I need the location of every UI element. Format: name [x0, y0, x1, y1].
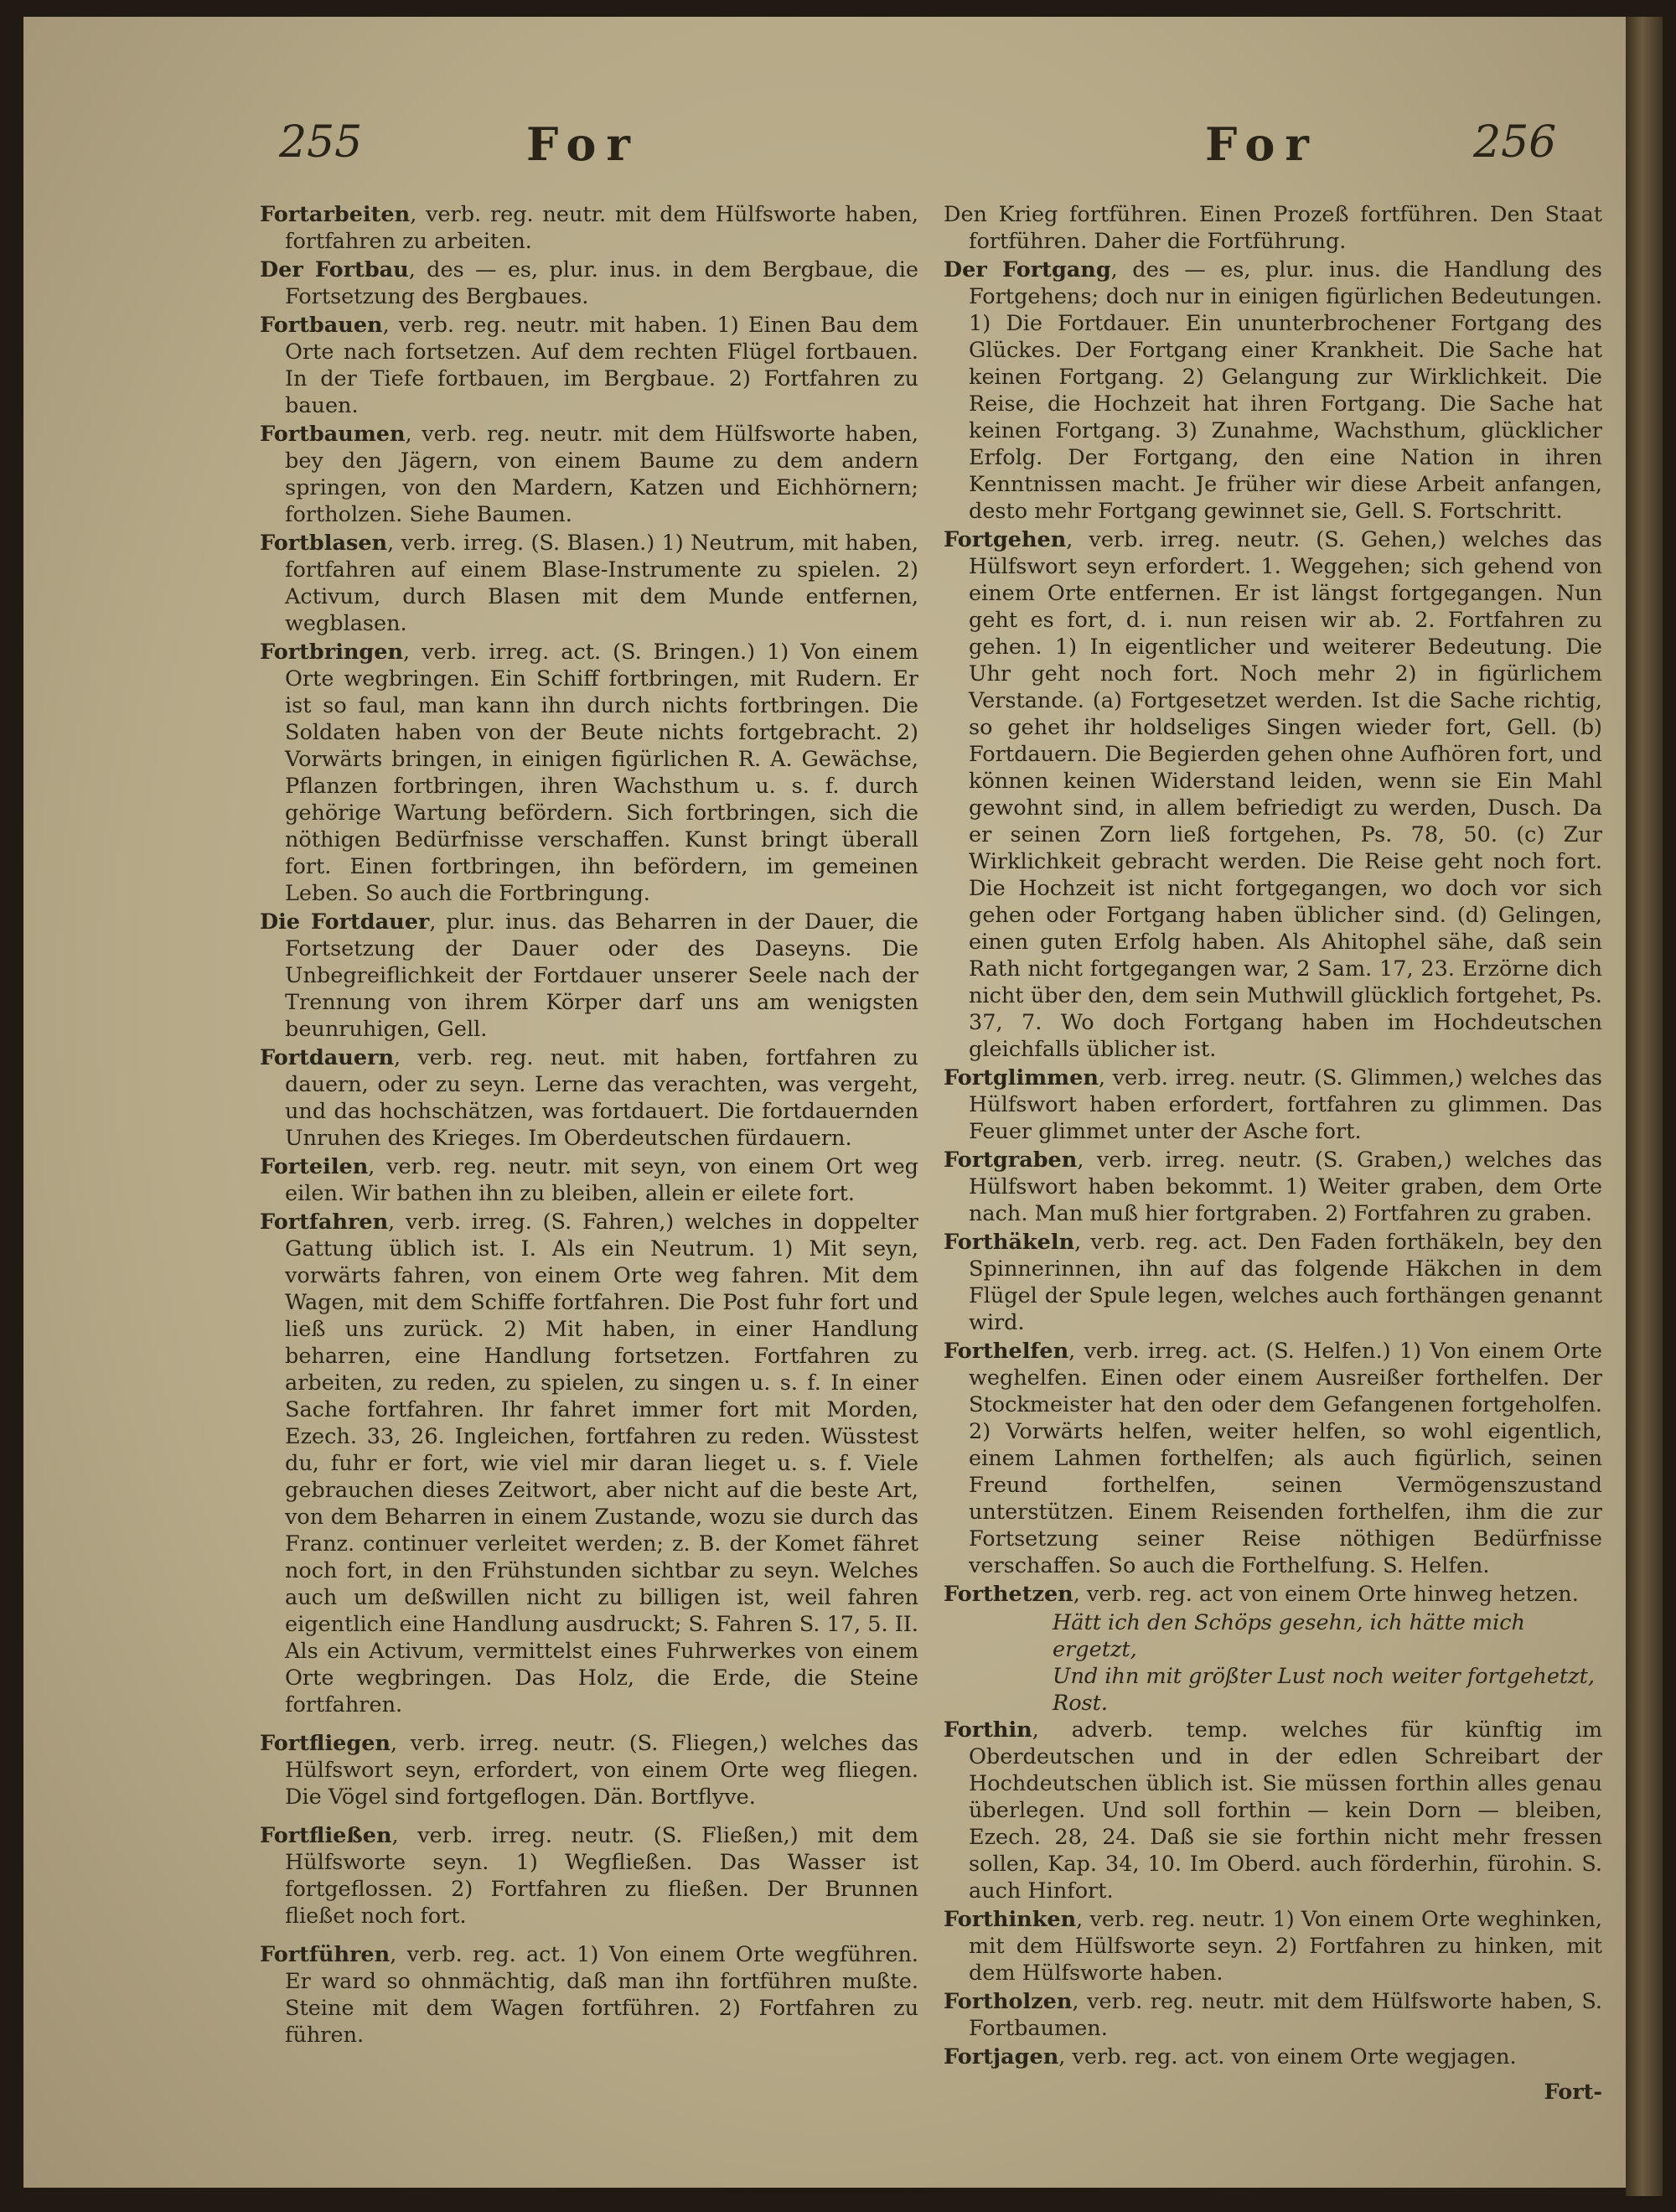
headword: Fortgraben	[944, 1147, 1078, 1173]
dictionary-entry	[260, 1153, 918, 1207]
right-page-number: 256	[1473, 117, 1557, 168]
verse-line: Hätt ich den Schöps gesehn, ich hätte mich ergetzt,	[1053, 1610, 1525, 1662]
dictionary-entry	[260, 1044, 918, 1152]
headword: Fortbringen	[260, 640, 404, 665]
entry-text: , adverb. temp. welches für künftig im Oberdeutschen und in der edlen Schreibart der Hochdeutschen üblich ist. Sie müssen forthin alles genau überlegen. Und soll forthin — kein Dorn — bleiben, Ezech. 28, 24. Daß sie sie forthin nicht mehr fressen sollen, Kap. 34, 10. Im Oberd. auch förderhin, fürohin. S. auch Hinfort.	[969, 1717, 1602, 1904]
entry-text: , verb. irreg. act. (S. Helfen.) 1) Von einem Orte weghelfen. Einen oder einem Ausreißer forthelfen. Der Stockmeister hat den oder dem Gefangenen fortgeholfen. 2) Vorwärts helfen, weiter helfen, so wohl eigentlich, einem Lahmen forthelfen; als auch figürlich, seinen Freund forthelfen, seinen Vermögenszustand unterstützen. Einem Reisenden forthelfen, ihm die zur Fortsetzung seiner Reise nöthigen Bedürfnisse verschaffen. So auch die Forthelfung. S. Helfen.	[969, 1339, 1602, 1578]
entry-text: , verb. reg. neutr. mit haben. 1) Einen Bau dem Orte nach fortsetzen. Auf dem rechten Flügel fortbauen. In der Tiefe fortbauen, im Bergbaue. 2) Fortfahren zu bauen.	[285, 313, 918, 418]
headword: Der Fortbau	[260, 257, 409, 282]
entry-text: , verb. reg. neutr. mit seyn, von einem Ort weg eilen. Wir bathen ihn zu bleiben, allein er eilete fort.	[285, 1154, 918, 1206]
entry-text: , verb. irreg. (S. Blasen.) 1) Neutrum, mit haben, fortfahren auf einem Blase-Instrumente zu spielen. 2) Activum, durch Blasen mit dem Munde entfernen, wegblasen.	[285, 531, 918, 636]
headword: Fortholzen	[944, 1989, 1073, 2014]
entry-text: , verb. irreg. neutr. (S. Gehen,) welches das Hülfswort seyn erfordert. 1. Weggehen; sich gehend von einem Orte entfernen. Er ist längst fortgegangen. Nun geht es fort, d. i. nun reisen wir ab. 2. Fortfahren zu gehen. 1) In eigentlicher und weiterer Bedeutung. Die Uhr geht noch fort. Noch mehr 2) in figürlichem Verstande. (a) Fortgesetzet werden. Ist die Sache richtig, so gehet ihr holdseliges Singen wieder fort, Gell. (b) Fortdauern. Die Begierden gehen ohne Aufhören fort, und können keinen Widerstand leiden, wenn sie Ein Mahl gewohnt sind, in allem befriedigt zu werden, Dusch. Da er seinen Zorn ließ fortgehen, Ps. 78, 50. (c) Zur Wirklichkeit gebracht werden. Die Reise geht noch fort. Die Hochzeit ist nicht fortgegangen, wo doch vor sich gehen oder Fortgang haben üblicher sind. (d) Gelingen, einen guten Erfolg haben. Als Ahitophel sähe, daß sein Rath nicht fortgegangen war, 2 Sam. 17, 23. Erzörne dich nicht über den, dem sein Muthwill glücklich fortgehet, Ps. 37, 7. Wo doch Fortgang haben im Hochdeutschen gleichfalls üblicher ist.	[969, 527, 1602, 1062]
dictionary-entry	[260, 256, 918, 310]
dictionary-entry	[260, 1209, 918, 1718]
left-column	[260, 201, 918, 2050]
headword: Fortbaumen	[260, 422, 406, 447]
headword: Fortfahren	[260, 1210, 389, 1235]
headword: Fortdauern	[260, 1045, 395, 1070]
entry-text: , verb. reg. neutr. mit dem Hülfsworte haben, bey den Jägern, von einem Baume zu dem andern springen, von den Mardern, Katzen und Eichhörnern; fortholzen. Siehe Baumen.	[285, 422, 918, 527]
dictionary-entry	[260, 1822, 918, 1930]
verse-line: Und ihn mit größter Lust noch weiter fortgehetzt, Rost.	[1053, 1664, 1595, 1716]
entry-text: , verb. reg. neutr. mit dem Hülfsworte haben, S. Fortbaumen.	[969, 1989, 1602, 2041]
headword: Forthetzen	[944, 1582, 1073, 1607]
entry-text: , verb. irreg. act. (S. Bringen.) 1) Von einem Orte wegbringen. Ein Schiff fortbringen, mit Rudern. Er ist so faul, man kann ihn durch nichts fortbringen. Die Soldaten haben von der Beute nichts fortgebracht. 2) Vorwärts bringen, in einigen figürlichen R. A. Gewächse, Pflanzen fortbringen, ihren Wachsthum u. s. f. durch gehörige Wartung befördern. Sich fortbringen, sich die nöthigen Bedürfnisse verschaffen. Kunst bringt überall fort. Einen fortbringen, ihn befördern, im gemeinen Leben. So auch die Fortbringung.	[285, 640, 918, 906]
dictionary-entry	[944, 2044, 1602, 2070]
entry-text: , verb. reg. neutr. mit dem Hülfsworte haben, fortfahren zu arbeiten.	[285, 202, 918, 254]
dictionary-entry	[260, 1941, 918, 2049]
book-edge	[1626, 17, 1663, 2196]
dictionary-entry	[944, 526, 1602, 1063]
dictionary-entry	[260, 421, 918, 528]
dictionary-entry	[944, 1717, 1602, 1904]
dictionary-entry	[944, 256, 1602, 525]
dictionary-entry	[944, 1338, 1602, 1579]
entry-text: , verb. reg. neut. mit haben, fortfahren zu dauern, oder zu seyn. Lerne das verachten, was vergeht, und das hochschätzen, was fortdauert. Die fortdauernden Unruhen des Krieges. Im Oberdeutschen fürdauern.	[285, 1045, 918, 1151]
left-page-number: 255	[279, 117, 363, 168]
headword: Fortjagen	[944, 2044, 1059, 2070]
entry-text: , verb. irreg. neutr. (S. Fließen,) mit dem Hülfsworte seyn. 1) Wegfließen. Das Wasser ist fortgeflossen. 2) Fortfahren zu fließen. Der Brunnen fließet noch fort.	[285, 1823, 918, 1929]
headword: Fortfließen	[260, 1823, 392, 1848]
headword: Forthäkeln	[944, 1230, 1075, 1255]
headword: Fortglimmen	[944, 1065, 1099, 1090]
entry-text: , verb. irreg. neutr. (S. Fliegen,) welches das Hülfswort seyn, erfordert, von einem Orte weg fliegen. Die Vögel sind fortgeflogen. Dän. Bortflyve.	[285, 1731, 918, 1810]
entry-text: , verb. reg. act. 1) Von einem Orte wegführen. Er ward so ohnmächtig, daß man ihn fortführen mußte. Steine mit dem Wagen fortführen. 2) Fortfahren zu führen.	[285, 1942, 918, 2048]
headword: Fortführen	[260, 1942, 391, 1967]
book-page	[23, 17, 1632, 2188]
dictionary-entry	[944, 1147, 1602, 1227]
entry-text: , verb. reg. act. Den Faden forthäkeln, bey den Spinnerinnen, ihn auf das folgende Häkchen in dem Flügel der Spule legen, welches auch forthängen genannt wird.	[969, 1230, 1602, 1335]
dictionary-entry	[944, 1581, 1602, 1608]
headword: Forthin	[944, 1717, 1032, 1743]
dictionary-entry	[260, 201, 918, 255]
entry-text: , verb. irreg. neutr. (S. Glimmen,) welches das Hülfswort haben erfordert, fortfahren zu glimmen. Das Feuer glimmet unter der Asche fort.	[969, 1065, 1602, 1144]
dictionary-entry	[260, 639, 918, 907]
headword: Forthinken	[944, 1907, 1077, 1932]
dictionary-entry	[944, 1906, 1602, 1987]
dictionary-entry	[944, 201, 1602, 255]
dictionary-entry	[260, 909, 918, 1043]
headword: Forteilen	[260, 1154, 369, 1179]
entry-text: , des — es, plur. inus. die Handlung des Fortgehens; doch nur in einigen figürlichen Bedeutungen. 1) Die Fortdauer. Ein ununterbrochener Fortgang des Glückes. Der Fortgang einer Krankheit. Die Sache hat keinen Fortgang. 2) Gelangung zur Wirklichkeit. Die Reise, die Hochzeit hat ihren Fortgang. Die Sache hat keinen Fortgang. 3) Zunahme, Wachsthum, glücklicher Erfolg. Der Fortgang, den eine Nation in ihren Kenntnissen macht. Je früher wir diese Arbeit anfangen, desto mehr Fortgang gewinnet sie, Gell. S. Fortschritt.	[969, 257, 1602, 524]
dictionary-entry	[260, 1730, 918, 1811]
left-catchword: For	[526, 117, 640, 171]
headword: Der Fortgang	[944, 257, 1111, 282]
entry-text: , plur. inus. das Beharren in der Dauer, die Fortsetzung der Dauer oder des Daseyns. Die Unbegreiflichkeit der Fortdauer unserer Seele nach der Trennung von ihrem Körper darf uns am wenigsten beunruhigen, Gell.	[285, 909, 918, 1042]
entry-text: , verb. reg. neutr. 1) Von einem Orte weghinken, mit dem Hülfsworte seyn. 2) Fortfahren zu hinken, mit dem Hülfsworte haben.	[969, 1907, 1602, 1986]
headword: Die Fortdauer	[260, 909, 430, 935]
headword: Fortgehen	[944, 527, 1067, 552]
entry-text: , verb. reg. act. von einem Orte wegjagen.	[1058, 2044, 1517, 2070]
page-header	[23, 117, 1632, 193]
dictionary-entry	[944, 1065, 1602, 1145]
dictionary-entry	[944, 1229, 1602, 1336]
dictionary-entry	[260, 530, 918, 637]
entry-text: , verb. irreg. neutr. (S. Graben,) welches das Hülfswort haben bekommt. 1) Weiter graben, dem Orte nach. Man muß hier fortgraben. 2) Fortfahren zu graben.	[969, 1147, 1602, 1226]
entry-text: , des — es, plur. inus. in dem Bergbaue, die Fortsetzung des Bergbaues.	[285, 257, 918, 309]
headword: Forthelfen	[944, 1339, 1069, 1364]
right-catchword: For	[1205, 117, 1319, 171]
headword: Fortarbeiten	[260, 202, 411, 227]
dictionary-entry	[944, 1988, 1602, 2042]
right-column	[944, 201, 1602, 2105]
entry-text: , verb. reg. act von einem Orte hinweg hetzen.	[1073, 1582, 1579, 1607]
headword: Fortfliegen	[260, 1731, 391, 1756]
entry-text: Den Krieg fortführen. Einen Prozeß fortführen. Den Staat fortführen. Daher die Fortführung.	[944, 202, 1602, 254]
custos-catchword: Fort-	[1544, 2080, 1602, 2105]
headword: Fortbauen	[260, 313, 383, 338]
entry-text: , verb. irreg. (S. Fahren,) welches in doppelter Gattung üblich ist. I. Als ein Neutrum. 1) Mit seyn, vorwärts fahren, von einem Orte weg fahren. Mit dem Wagen, mit dem Schiffe fortfahren. Die Post fuhr fort und ließ uns zurück. 2) Mit haben, in einer Handlung beharren, eine Handlung fortsetzen. Fortfahren zu arbeiten, zu reden, zu spielen, zu singen u. s. f. In einer Sache fortfahren. Ihr fahret immer fort mit Morden, Ezech. 33, 26. Ingleichen, fortfahren zu reden. Wüsstest du, fuhr er fort, wie viel mir daran lieget u. s. f. Viele gebrauchen dieses Zeitwort, aber nicht auf die beste Art, von dem Beharren in einem Zustande, wozu sie durch das Franz. continuer verleitet werden; z. B. der Komet fähret noch fort, in den Frühstunden sichtbar zu seyn. Welches auch um deßwillen nicht zu billigen ist, weil fahren eigentlich eine Handlung ausdruckt; S. Fahren S. 17, 5. II. Als ein Activum, vermittelst eines Fuhrwerkes von einem Orte wegbringen. Das Holz, die Erde, die Steine fortfahren.	[285, 1210, 918, 1717]
dictionary-entry	[260, 312, 918, 419]
headword: Fortblasen	[260, 531, 388, 556]
